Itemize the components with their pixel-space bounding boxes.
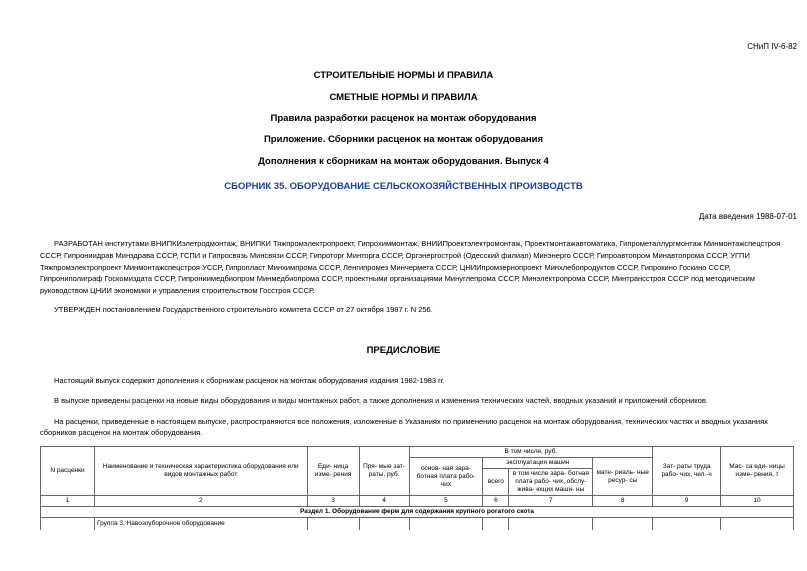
preface-paragraph-3b: сборников расценок на монтаж оборудования. — [40, 428, 203, 437]
col-number-3: 3 — [307, 496, 359, 507]
rates-table — [40, 446, 794, 530]
group-label: Группа 3. Навозоуборочное оборудование — [94, 518, 307, 530]
section-row: Раздел 1. Оборудование ферм для содержания крупного рогатого скота — [41, 507, 794, 518]
col-number-1: 1 — [41, 496, 95, 507]
approved-line — [40, 304, 800, 315]
developed-line-4: Гипрониполиграф Госкомиздата СССР, Гипрониимедбиопром Минмедбиопрома СССР, проектными организациями Минуглепрома СССР, Минэлектропрома СССР, Минтрансстроя СССР под методическим — [40, 274, 755, 283]
empty-cell — [593, 518, 653, 530]
developed-line-5: руководством ЦНИИ экономики и управления строительством Госстроя СССР. — [40, 286, 315, 295]
col-number-8: 8 — [593, 496, 653, 507]
col-number-4: 4 — [359, 496, 409, 507]
empty-cell — [653, 518, 721, 530]
preface-paragraph-2 — [40, 395, 800, 406]
header-unit: Еди- ница изме- рения — [307, 447, 359, 496]
header-labor-costs: Зат- раты труда рабо- чих, чел.-ч — [653, 447, 721, 496]
empty-cell — [359, 518, 409, 530]
empty-cell — [41, 518, 95, 530]
col-number-5: 5 — [409, 496, 483, 507]
col-number-9: 9 — [653, 496, 721, 507]
approved-text: УТВЕРЖДЕН постановлением Государственного строительного комитета СССР от 27 октября 1987 г. N 256. — [54, 305, 433, 314]
empty-cell — [721, 518, 794, 530]
header-materials: мате- риаль- ные ресур- сы — [593, 458, 653, 496]
empty-cell — [483, 518, 509, 530]
collection-title: СБОРНИК 35. ОБОРУДОВАНИЕ СЕЛЬСКОХОЗЯЙСТВЕННЫХ ПРОИЗВОДСТВ — [224, 181, 583, 192]
developed-line-1 — [40, 238, 800, 249]
empty-cell — [307, 518, 359, 530]
header-unit-mass: Мас- са еди- ницы изме- рения, т — [721, 447, 794, 496]
preface-p3a-text: На расценки, приведенные в настоящем выпуске, распространяются все положения, изложенные в Указаниях по применению расценок на монтаж оборудования, технических частях и вводных указаниях — [54, 417, 768, 426]
col-number-7: 7 — [509, 496, 593, 507]
date-of-introduction: Дата введения 1988-07-01 — [698, 212, 797, 221]
preface-p2-text: В выпуске приведены расценки на новые виды оборудования и виды монтажных работ, а также дополнения и изменения технических частей, вводных указаний и приложений сборников. — [54, 396, 708, 405]
header-base-wage: основ- ная зара- ботная плата рабо- чих — [409, 458, 483, 496]
empty-cell — [509, 518, 593, 530]
document-code: СНиП IV-6-82 — [747, 42, 797, 51]
header-total: всего — [483, 469, 509, 496]
preface-p1-text: Настоящий выпуск содержит дополнения к сборникам расценок на монтаж оборудования издания 1982-1983 гг. — [54, 376, 445, 385]
title-line-2: СМЕТНЫЕ НОРМЫ И ПРАВИЛА — [329, 92, 478, 103]
developed-line-2: СССР, Гипрониидрав Минздрава СССР, ГСПИ и Гипросвязь Минсвязи СССР, Гипроторг Минторга СССР, Оргэнергострой (Одесский филиал) Минэнерго СССР, Гипроавтопром Минавтопрома СССР, УГПИ — [40, 251, 750, 260]
developed-line-3: Тяжпромэлектропроект Минмонтажспецстроя УССР, Гипропласт Минхимпрома СССР, Ленгипромез Минчермета СССР, ЦНИИпромзернопроект Минхлебопродуктов СССР, Гипрокино Госкино СССР, — [40, 263, 731, 272]
header-including: В том числе, руб. — [409, 447, 653, 458]
preface-paragraph-3a — [40, 416, 800, 427]
col-number-2: 2 — [94, 496, 307, 507]
header-name: Наименование и техническая характеристика оборудования или видов монтажных работ — [94, 447, 307, 496]
header-machine-operation: эксплуатация машин — [483, 458, 593, 469]
preface-paragraph-1 — [40, 375, 800, 386]
preface-heading: ПРЕДИСЛОВИЕ — [366, 345, 441, 356]
title-line-4: Приложение. Сборники расценок на монтаж оборудования — [263, 134, 544, 145]
title-line-1: СТРОИТЕЛЬНЫЕ НОРМЫ И ПРАВИЛА — [313, 70, 494, 81]
developed-text-1: РАЗРАБОТАН институтами ВНИПКИэлетродмонтаж, ВНИПКИ Тяжпромэлектропроект, Гипрохиммонтаж, ВНИИПроектэлектромонтаж, Проектмонтажавтоматика, Гипрометаллургмонтаж Минмонтажспецстроя — [54, 239, 781, 248]
header-including-wage: в том числе зара- ботная плата рабо- чих, обслу- жива- ющих маши- ны — [509, 469, 593, 496]
empty-cell — [409, 518, 483, 530]
header-direct-costs: Пря- мые зат- раты, руб. — [359, 447, 409, 496]
header-rate-number: N расценки — [41, 447, 95, 496]
col-number-10: 10 — [721, 496, 794, 507]
col-number-6: 6 — [483, 496, 509, 507]
title-line-5: Дополнения к сборникам на монтаж оборудования. Выпуск 4 — [258, 156, 549, 167]
title-line-3: Правила разработки расценок на монтаж оборудования — [270, 113, 537, 124]
